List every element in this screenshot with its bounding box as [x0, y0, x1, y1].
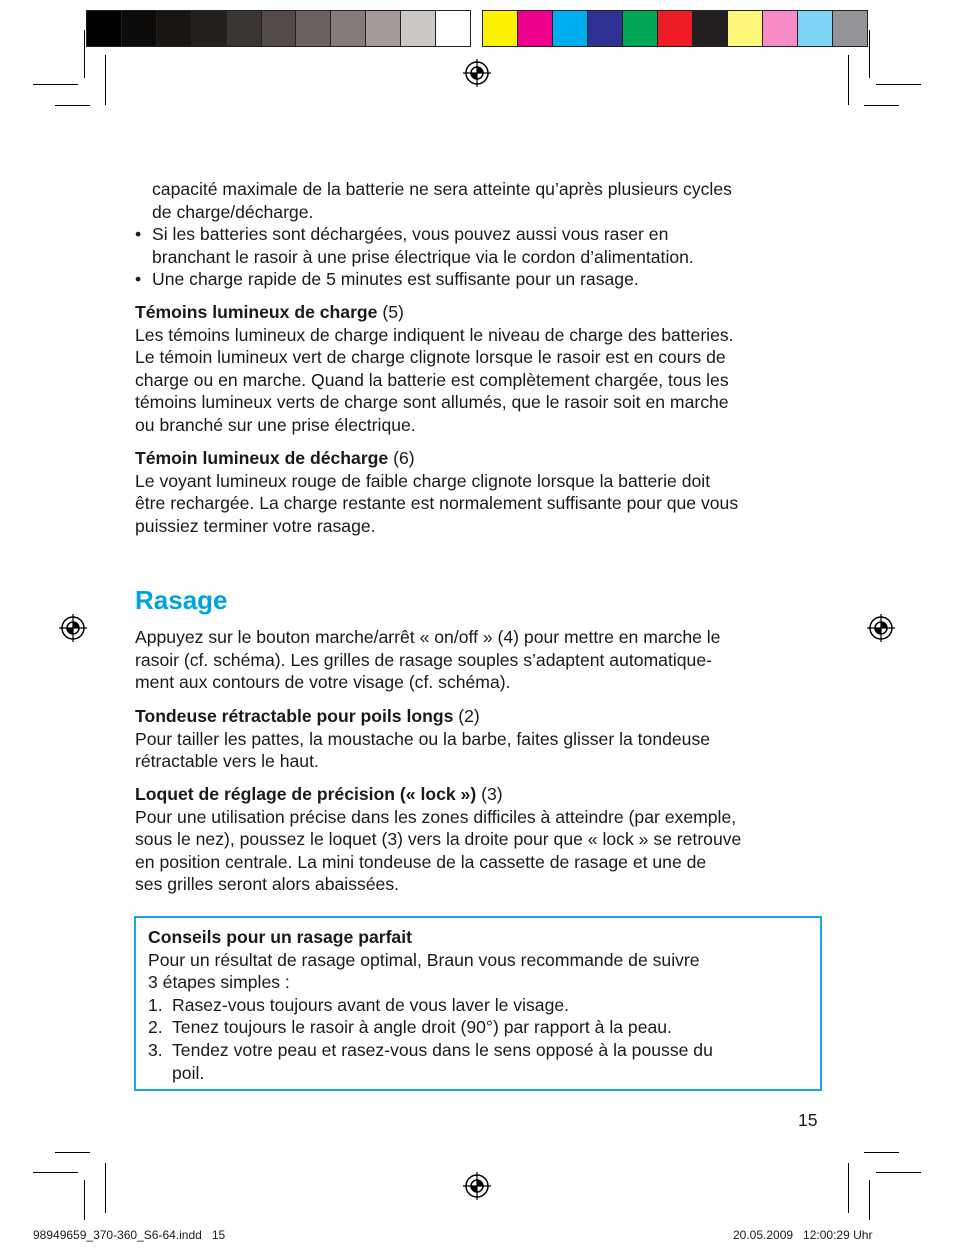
- lock-ref: (3): [476, 784, 503, 804]
- discharge-line: puissiez terminer votre rasage.: [135, 515, 376, 536]
- charge-line: ou branché sur une prise électrique.: [135, 414, 416, 435]
- charge-line: charge ou en marche. Quand la batterie est complètement chargée, tous les: [135, 369, 729, 390]
- tips-step: [148, 1039, 808, 1084]
- step-number: 2.: [148, 1017, 163, 1038]
- step-line: Tendez votre peau et rasez-vous dans le sens opposé à la pousse du: [172, 1039, 713, 1060]
- color-swatch: [693, 11, 728, 46]
- lock-line: ses grilles seront alors abaissées.: [135, 874, 400, 895]
- color-swatch: [227, 11, 262, 46]
- discharge-indicator-section: [135, 447, 835, 537]
- crop-mark: [33, 1172, 78, 1173]
- crop-mark: [55, 1152, 90, 1153]
- shaving-intro: [135, 626, 835, 694]
- trimmer-ref: (2): [453, 706, 480, 726]
- step-line: Rasez-vous toujours avant de vous laver le visage.: [172, 994, 570, 1015]
- crop-mark: [105, 1163, 106, 1213]
- step-line: Tenez toujours le rasoir à angle droit (90°) par rapport à la peau.: [172, 1017, 672, 1038]
- color-swatch: [436, 11, 470, 46]
- bullet-line: branchant le rasoir à une prise électrique via le cordon d’alimentation.: [152, 246, 694, 267]
- registration-mark-icon: [59, 614, 87, 642]
- color-swatch: [296, 11, 331, 46]
- charge-line: Le témoin lumineux vert de charge clignote lorsque le rasoir est en cours de: [135, 347, 726, 368]
- tips-step: [148, 994, 808, 1017]
- shaving-intro-line: Appuyez sur le bouton marche/arrêt « on/off » (4) pour mettre en marche le: [135, 627, 721, 647]
- bullet-item: [135, 223, 835, 268]
- charge-ref: (5): [377, 302, 404, 322]
- color-swatch: [483, 11, 518, 46]
- color-swatch: [623, 11, 658, 46]
- page-number: 15: [798, 1110, 818, 1130]
- color-swatch: [401, 11, 436, 46]
- color-swatch: [588, 11, 623, 46]
- discharge-heading: Témoin lumineux de décharge: [135, 448, 389, 468]
- lock-heading: Loquet de réglage de précision (« lock »): [135, 784, 477, 804]
- bullet-dot: •: [135, 269, 142, 290]
- trimmer-heading: Tondeuse rétractable pour poils longs: [135, 706, 454, 726]
- discharge-line: être rechargée. La charge restante est normalement suffisante pour que vous: [135, 493, 739, 514]
- lock-line: en position centrale. La mini tondeuse de la cassette de rasage et une de: [135, 851, 707, 872]
- step-number: 1.: [148, 994, 163, 1015]
- intro-continuation-line: capacité maximale de la batterie ne sera atteinte qu’après plusieurs cycles: [152, 179, 732, 199]
- crop-mark: [869, 30, 870, 78]
- intro-block: [135, 178, 835, 291]
- tips-intro-line: 3 étapes simples :: [148, 972, 290, 993]
- tips-box: [134, 916, 822, 1091]
- crop-mark: [55, 105, 90, 106]
- charge-heading: Témoins lumineux de charge: [135, 302, 378, 322]
- bullet-line: Si les batteries sont déchargées, vous pouvez aussi vous raser en: [152, 224, 669, 245]
- color-swatch: [798, 11, 833, 46]
- trimmer-section: [135, 705, 835, 773]
- crop-mark: [33, 84, 78, 85]
- color-swatch: [87, 11, 122, 46]
- section-title: Rasage: [135, 585, 228, 615]
- color-swatch: [122, 11, 157, 46]
- color-swatch: [833, 11, 867, 46]
- footer-file-info: 98949659_370-360_S6-64.indd 15: [33, 1228, 226, 1242]
- crop-mark: [864, 1152, 899, 1153]
- registration-mark-icon: [463, 1172, 491, 1200]
- color-swatch: [262, 11, 297, 46]
- tips-intro-line: Pour un résultat de rasage optimal, Braun vous recommande de suivre: [148, 949, 700, 970]
- intro-continuation-line: de charge/décharge.: [152, 201, 314, 222]
- shaving-intro-line: rasoir (cf. schéma). Les grilles de rasage souples s’adaptent automatique-: [135, 649, 712, 670]
- trimmer-line: rétractable vers le haut.: [135, 751, 319, 772]
- crop-mark: [864, 105, 899, 106]
- crop-mark: [848, 1163, 849, 1213]
- color-swatch: [658, 11, 693, 46]
- lock-line: sous le nez), poussez le loquet (3) vers la droite pour que « lock » se retrouve: [135, 829, 742, 850]
- bullet-dot: •: [135, 224, 142, 245]
- grayscale-color-bar: [86, 10, 471, 47]
- crop-mark: [84, 1180, 85, 1220]
- color-swatch: [157, 11, 192, 46]
- charge-indicator-section: [135, 301, 835, 437]
- trimmer-line: Pour tailler les pattes, la moustache ou la barbe, faites glisser la tondeuse: [135, 728, 711, 749]
- lock-section: [135, 783, 835, 896]
- shaving-intro-line: ment aux contours de votre visage (cf. schéma).: [135, 672, 511, 693]
- color-swatch: [331, 11, 366, 46]
- bullet-line: Une charge rapide de 5 minutes est suffisante pour un rasage.: [152, 269, 639, 290]
- charge-line: témoins lumineux verts de charge sont allumés, que le rasoir soit en marche: [135, 392, 729, 413]
- crop-mark: [876, 84, 921, 85]
- step-line: poil.: [172, 1062, 205, 1083]
- tips-heading: Conseils pour un rasage parfait: [148, 927, 412, 947]
- color-swatch: [518, 11, 553, 46]
- discharge-line: Le voyant lumineux rouge de faible charge clignote lorsque la batterie doit: [135, 470, 711, 491]
- color-swatch: [763, 11, 798, 46]
- crop-mark: [869, 1180, 870, 1220]
- color-swatch: [553, 11, 588, 46]
- crop-mark: [848, 55, 849, 105]
- color-swatch: [366, 11, 401, 46]
- color-swatch: [728, 11, 763, 46]
- registration-mark-icon: [463, 59, 491, 87]
- crop-mark: [876, 1172, 921, 1173]
- crop-mark: [105, 55, 106, 105]
- crop-mark: [84, 30, 85, 78]
- tips-step: [148, 1016, 808, 1039]
- color-swatch: [192, 11, 227, 46]
- footer-timestamp: 20.05.2009 12:00:29 Uhr: [733, 1228, 873, 1242]
- step-number: 3.: [148, 1039, 163, 1060]
- lock-line: Pour une utilisation précise dans les zones difficiles à atteindre (par exemple,: [135, 806, 737, 827]
- process-color-bar: [482, 10, 868, 47]
- charge-line: Les témoins lumineux de charge indiquent le niveau de charge des batteries.: [135, 324, 734, 345]
- registration-mark-icon: [867, 614, 895, 642]
- bullet-item: [135, 268, 835, 291]
- discharge-ref: (6): [388, 448, 415, 468]
